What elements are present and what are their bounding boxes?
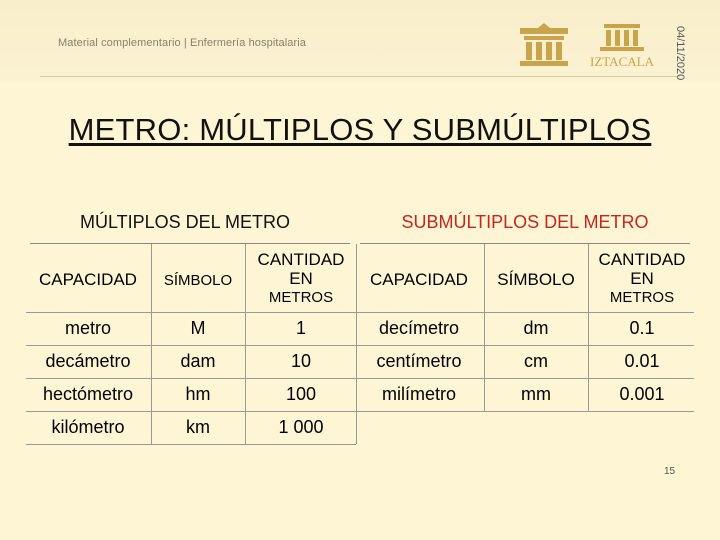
table-cell: 0.01 xyxy=(624,351,660,371)
table-cell: mm xyxy=(521,384,551,404)
table-cell: 100 xyxy=(285,384,317,404)
date-label: 04/11/2020 xyxy=(674,26,686,81)
multiplos-heading: MÚLTIPLOS DEL METRO xyxy=(79,212,291,232)
table-cell: 0.001 xyxy=(619,384,665,404)
table-cell: metro xyxy=(64,318,111,338)
grid-line xyxy=(588,244,589,411)
table-cell: centímetro xyxy=(376,351,462,371)
grid-line xyxy=(26,378,694,379)
table-cell: kilómetro xyxy=(51,417,125,437)
multiplos-heading-rule xyxy=(30,243,350,244)
table-cell: 0.1 xyxy=(629,318,655,338)
grid-line xyxy=(26,312,694,313)
grid-line xyxy=(484,244,485,411)
slide-title: METRO: MÚLTIPLOS Y SUBMÚLTIPLOS xyxy=(68,112,652,147)
grid-line xyxy=(356,244,357,444)
submultiplos-col-capacidad: CAPACIDAD xyxy=(370,270,468,289)
submultiplos-heading: SUBMÚLTIPLOS DEL METRO xyxy=(401,212,649,232)
grid-line xyxy=(245,244,246,444)
table-cell: cm xyxy=(524,351,548,371)
table-cell: hm xyxy=(185,384,211,404)
header-divider xyxy=(40,76,680,77)
header-text: Material complementario | Enfermería hospitalaria xyxy=(58,37,307,49)
table-cell: km xyxy=(186,417,210,437)
table-cell: 10 xyxy=(290,351,312,371)
multiplos-col-capacidad: CAPACIDAD xyxy=(39,270,137,289)
table-cell: M xyxy=(190,318,206,338)
table-cell: decámetro xyxy=(45,351,131,371)
multiplos-col-simbolo: SÍMBOLO xyxy=(163,272,233,289)
grid-line xyxy=(26,444,356,445)
table-cell: dm xyxy=(523,318,549,338)
grid-line xyxy=(151,244,152,444)
submultiplos-col-cantidad: CANTIDAD EN METROS xyxy=(598,250,686,306)
grid-line xyxy=(26,345,694,346)
table-cell: 1 000 xyxy=(278,417,324,437)
svg-text:IZTACALA: IZTACALA xyxy=(590,54,654,69)
multiplos-col-cantidad: CANTIDAD EN METROS xyxy=(257,250,345,306)
table-cell: 1 xyxy=(295,318,306,338)
iztacala-logo xyxy=(580,20,664,72)
submultiplos-heading-rule xyxy=(360,243,690,244)
submultiplos-col-simbolo: SÍMBOLO xyxy=(497,270,575,289)
grid-line xyxy=(26,411,694,412)
university-building-logo xyxy=(518,22,570,68)
page-number: 15 xyxy=(664,466,676,477)
table-cell: hectómetro xyxy=(42,384,134,404)
table-cell: decímetro xyxy=(378,318,460,338)
table-cell: milímetro xyxy=(381,384,456,404)
table-cell: dam xyxy=(180,351,216,371)
